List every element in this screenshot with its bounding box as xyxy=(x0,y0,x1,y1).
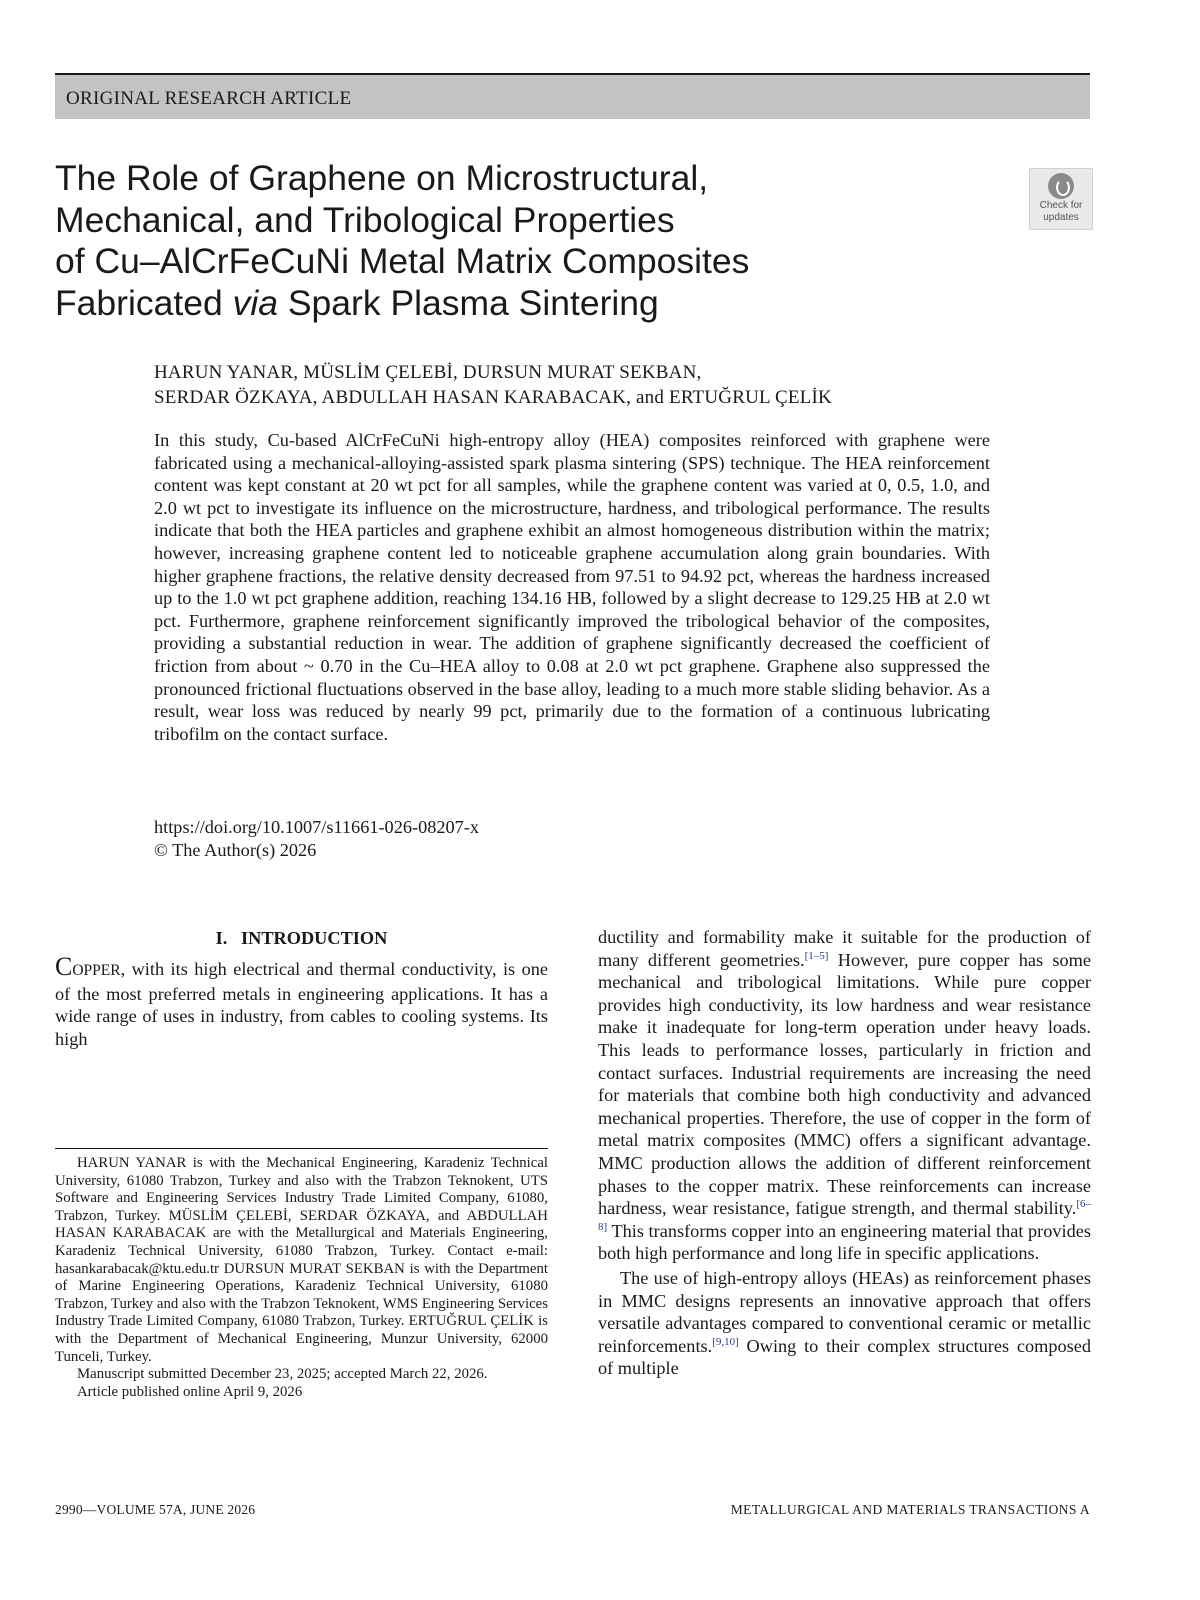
copyright: © The Author(s) 2026 xyxy=(154,840,317,860)
footer-volume: 2990—VOLUME 57A, JUNE 2026 xyxy=(55,1502,256,1517)
check-for-updates-badge[interactable] xyxy=(1029,168,1093,230)
title-line-2: Mechanical, and Tribological Properties xyxy=(55,199,675,240)
doi-link[interactable]: https://doi.org/10.1007/s11661-026-08207-x xyxy=(154,817,480,837)
authors-line-2-a: SERDAR ÖZKAYA, ABDULLAH HASAN KARABACAK, xyxy=(154,387,637,408)
citation-1[interactable]: [1–5] xyxy=(804,949,829,962)
title-line-4-end: Spark Plasma Sintering xyxy=(277,282,659,323)
intro-smallcaps: OPPER xyxy=(72,962,121,979)
author-list xyxy=(154,360,1054,410)
manuscript-dates: Manuscript submitted December 23, 2025; accepted March 22, 2026. xyxy=(77,1366,488,1383)
section-banner xyxy=(55,73,1090,119)
abstract: In this study, Cu-based AlCrFeCuNi high-entropy alloy (HEA) composites reinforced with graphene were fabricated using a mechanical-alloying-assisted spark plasma sintering (SPS) technique. The HEA reinforcement content was kept constant at 20 wt pct for all samples, while the graphene content was varied at 0, 0.5, 1.0, and 2.0 wt pct to investigate its influence on the microstructure, hardness, and tribological performance. The results indicate that both the HEA particles and graphene exhibit an almost homogeneous distribution within the matrix; however, increasing graphene content led to noticeable graphene accumulation along grain boundaries. With higher graphene fractions, the relative density decreased from 97.51 to 94.92 pct, whereas the hardness increased up to the 1.0 wt pct graphene addition, reaching 134.16 HB, followed by a slight decrease to 129.25 HB at 2.0 wt pct. Furthermore, graphene reinforcement significantly improved the tribological behavior of the composites, providing a substantial reduction in wear. The addition of graphene significantly decreased the coefficient of friction from about ~ 0.70 in the Cu–HEA alloy to 0.08 at 2.0 wt pct graphene. Graphene also suppressed the pronounced frictional fluctuations observed in the base alloy, leading to a much more stable sliding behavior. As a result, wear loss was reduced by nearly 99 pct, primarily due to the formation of a continuous lubricating tribofilm on the contact surface. xyxy=(154,430,990,744)
title-line-3: of Cu–AlCrFeCuNi Metal Matrix Composites xyxy=(55,241,750,281)
body-p2-b: Owing to their complex structures composed of multiple xyxy=(598,1335,1091,1379)
body-paragraph-2 xyxy=(598,1267,1091,1380)
author-footnotes xyxy=(55,1148,548,1401)
body-p2-a: The use of high-entropy alloys (HEAs) as reinforcement phases in MMC designs represents an innovative approach that offers versatile advantages compared to conventional ceramic or metallic reinforcements. xyxy=(598,1267,1091,1356)
body-paragraph-1 xyxy=(598,926,1091,1265)
published-date: Article published online April 9, 2026 xyxy=(77,1383,303,1400)
check-updates-icon xyxy=(1048,173,1074,199)
right-column xyxy=(598,926,1091,1380)
intro-paragraph xyxy=(55,952,548,1050)
intro-dropcap: C xyxy=(55,952,73,981)
title-line-4-start: Fabricated xyxy=(55,282,233,323)
article-title xyxy=(55,158,955,324)
title-line-4 xyxy=(55,283,955,325)
title-line-1: The Role of Graphene on Microstructural, xyxy=(55,158,709,198)
affiliations-note: HARUN YANAR is with the Mechanical Engineering, Karadeniz Technical University, 61080 Trabzon, Turkey and also with the Trabzon Teknokent, UTS Software and Engineering Services Industry Trade Limited Company, 61080, Trabzon, Turkey. MÜSLİM ÇELEBİ, SERDAR ÖZKAYA, and ABDULLAH HASAN KARABACAK are with the Metallurgical and Materials Engineering, Karadeniz Technical University, 61080 Trabzon, Turkey. Contact e-mail: hasankarabacak@ktu.edu.tr DURSUN MURAT SEKBAN is with the Department of Marine Engineering Operations, Karadeniz Technical University, 61080 Trabzon, Turkey and also with the Trabzon Teknokent, WMS Engineering Services Industry Trade Limited Company, 61080 Trabzon, Turkey. ERTUĞRUL ÇELİK is with the Department of Mechanical Engineering, Munzur University, 62000 Tunceli, Turkey. xyxy=(55,1155,548,1365)
authors-line-2 xyxy=(154,385,1054,410)
body-p1-a: ductility and formability make it suitable for the production of many different geometries. xyxy=(598,927,1091,970)
intro-text: , with its high electrical and thermal conductivity, is one of the most preferred metals in engineering applications. It has a wide range of uses in industry, from cables to cooling systems. Its high xyxy=(55,959,548,1049)
section-heading-introduction: I. INTRODUCTION xyxy=(215,928,388,948)
badge-label-2: updates xyxy=(1043,212,1079,223)
badge-label-1: Check for xyxy=(1039,200,1083,211)
body-p1-c: This transforms copper into an engineering material that provides both high performance and long life in specific applications. xyxy=(598,1220,1091,1264)
body-p1-b: However, pure copper has some mechanical and tribological limitations. While pure copper provides high conductivity, its low hardness and wear resistance make it inadequate for long-term operation under heavy loads. This leads to performance losses, particularly in friction and contact surfaces. Industrial requirements are increasing the need for materials that combine both high conductivity and advanced mechanical properties. Therefore, the use of copper in the form of metal matrix composites (MMC) offers a significant advantage. MMC production allows the addition of different reinforcement phases to the copper matrix. These reinforcements can increase hardness, wear resistance, fatigue strength, and thermal stability. xyxy=(598,949,1091,1219)
authors-line-2-b: ERTUĞRUL ÇELİK xyxy=(664,387,832,408)
footer-journal: METALLURGICAL AND MATERIALS TRANSACTIONS A xyxy=(730,1502,1090,1517)
authors-and: and xyxy=(636,387,665,408)
citation-3[interactable]: [9,10] xyxy=(712,1335,739,1348)
citation-2[interactable]: [6–8] xyxy=(598,1198,1091,1233)
section-label: ORIGINAL RESEARCH ARTICLE xyxy=(66,88,352,109)
authors-line-1: HARUN YANAR, MÜSLİM ÇELEBİ, DURSUN MURAT SEKBAN, xyxy=(154,362,702,383)
left-column xyxy=(55,926,548,1050)
title-line-4-italic: via xyxy=(232,282,278,323)
